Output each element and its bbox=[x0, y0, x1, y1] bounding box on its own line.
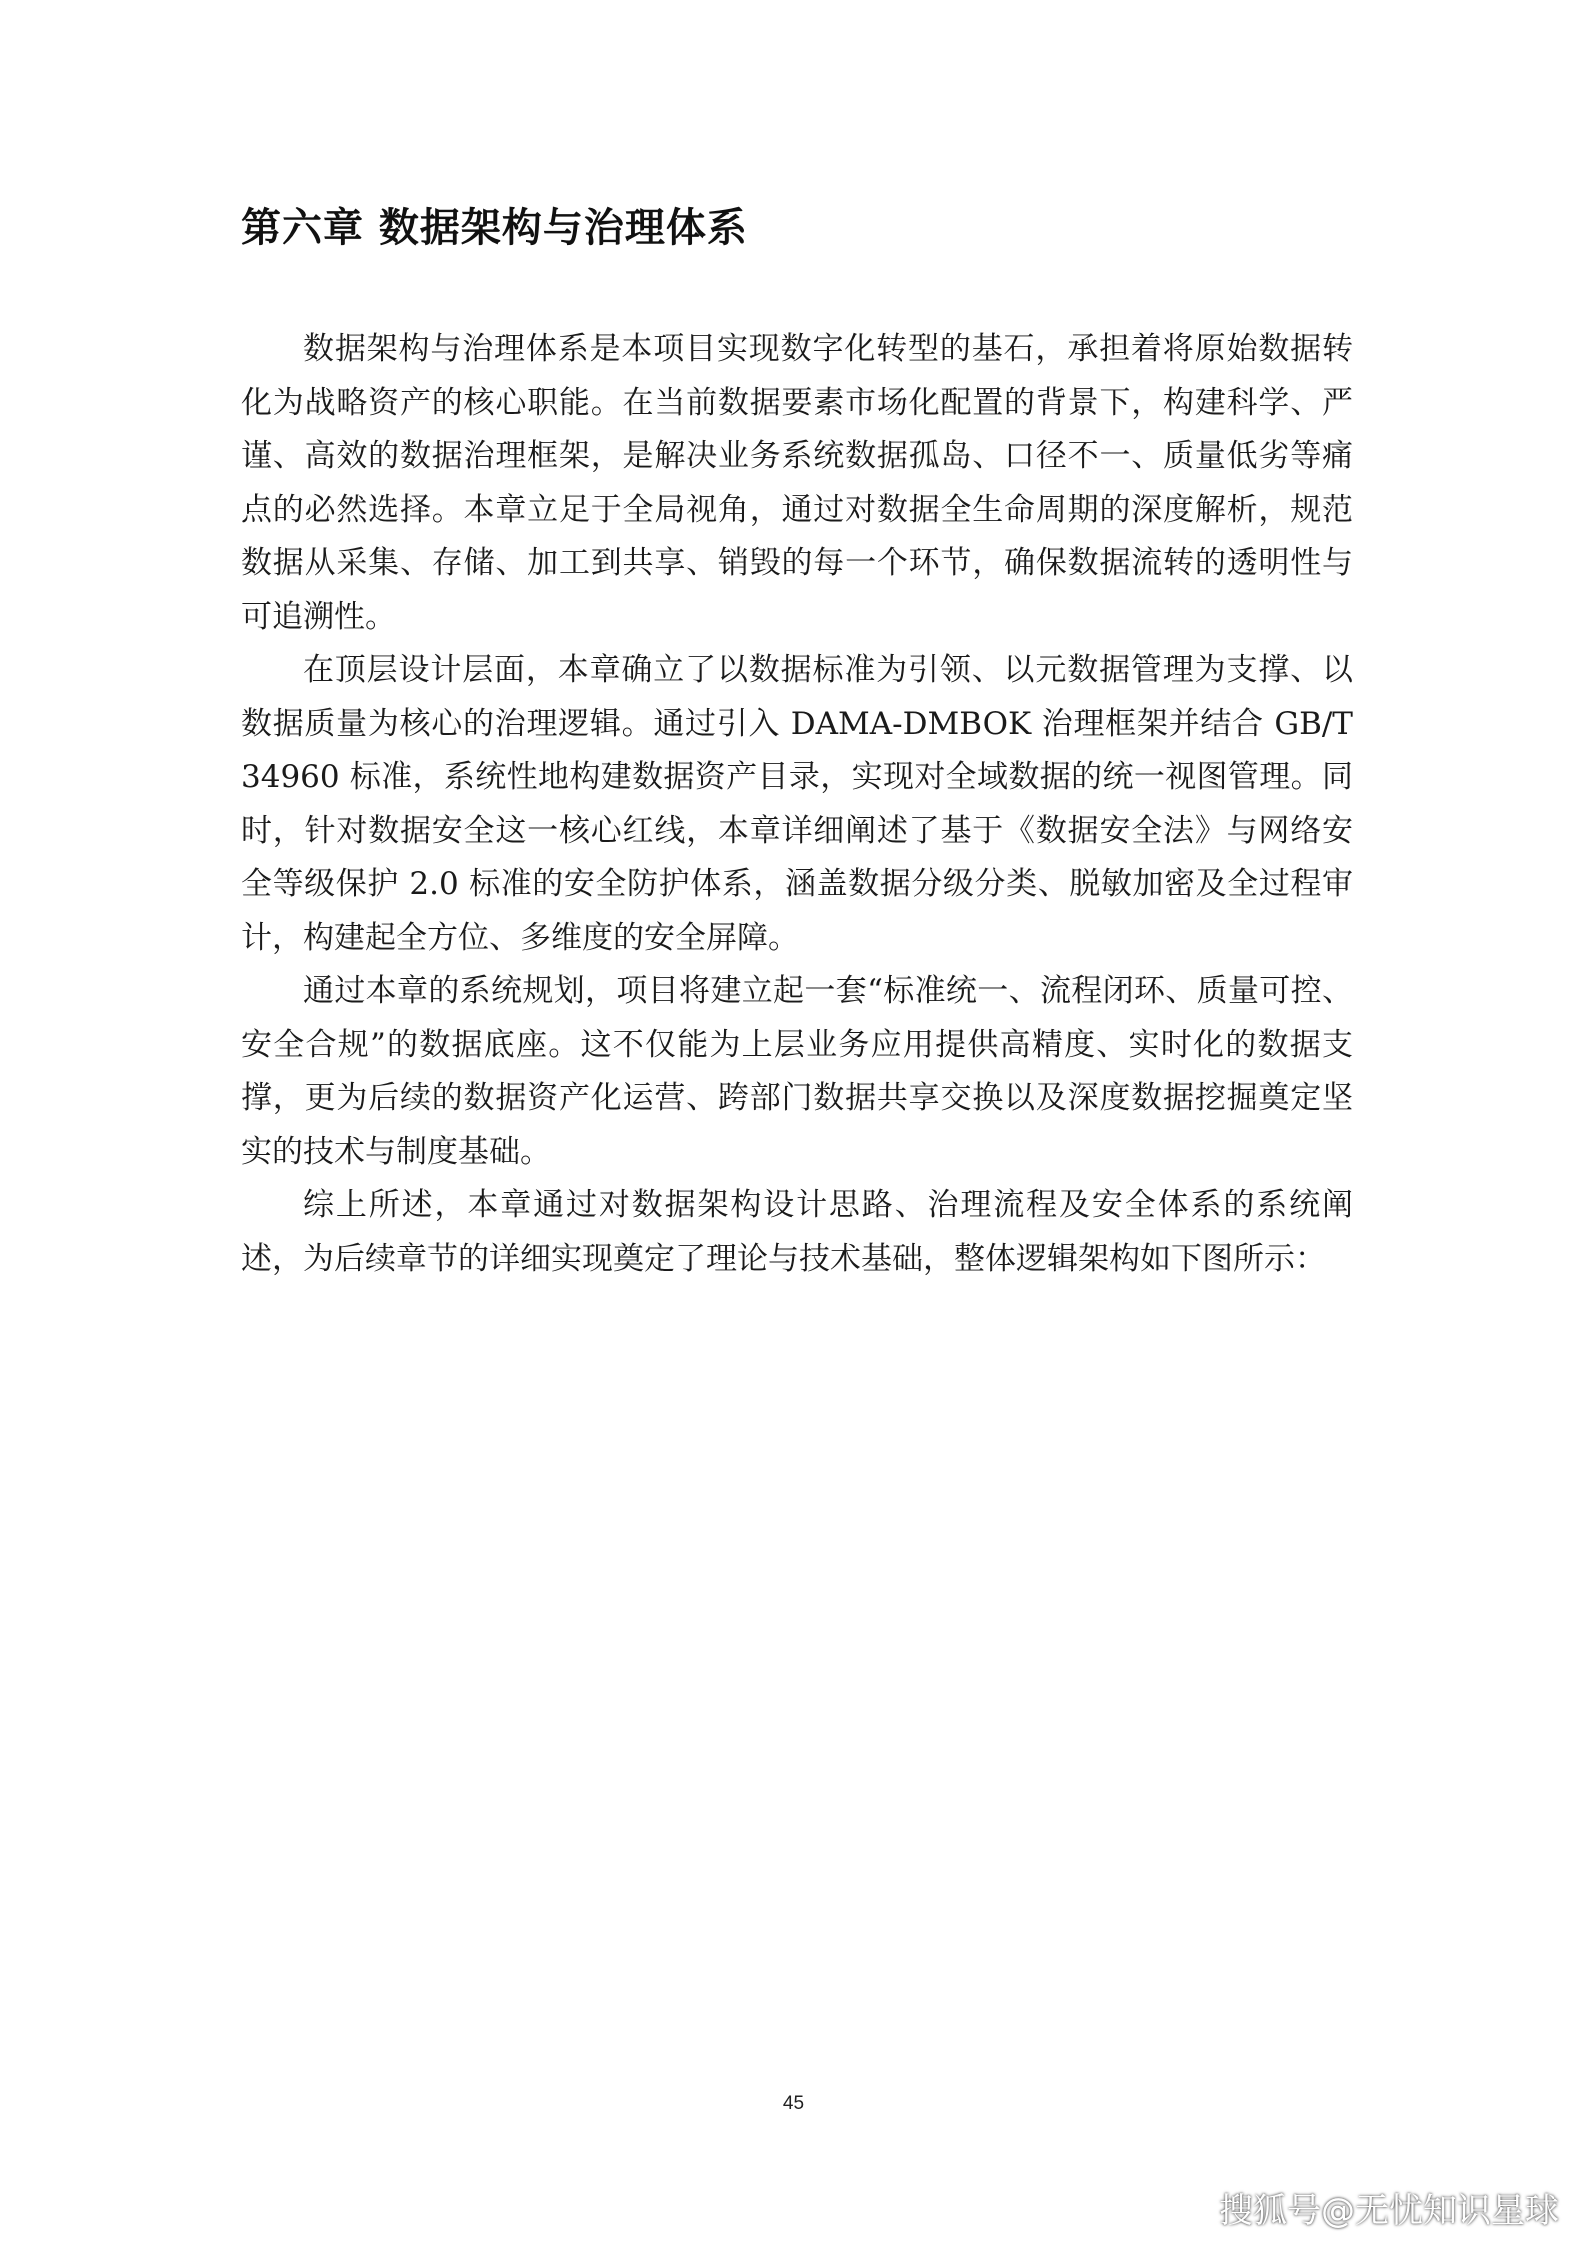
paragraph-3: 通过本章的系统规划，项目将建立起一套“标准统一、流程闭环、质量可控、安全合规”的数据底座。这不仅能为上层业务应用提供高精度、实时化的数据支撑，更为后续的数据资产化运营、跨部门数据共享交换以及深度数据挖掘奠定坚实的技术与制度基础。 bbox=[241, 973, 1353, 1170]
body-text bbox=[241, 323, 1353, 1286]
paragraph-1: 数据架构与治理体系是本项目实现数字化转型的基石，承担着将原始数据转化为战略资产的核心职能。在当前数据要素市场化配置的背景下，构建科学、严谨、高效的数据治理框架，是解决业务系统数据孤岛、口径不一、质量低劣等痛点的必然选择。本章立足于全局视角，通过对数据全生命周期的深度解析，规范数据从采集、存储、加工到共享、销毁的每一个环节，确保数据流转的透明性与可追溯性。 bbox=[241, 331, 1353, 635]
page-number: 45 bbox=[782, 2093, 805, 2114]
watermark-text: 搜狐号@无忧知识星球 bbox=[1219, 2191, 1559, 2231]
chapter-title: 第六章 数据架构与治理体系 bbox=[241, 205, 748, 251]
paragraph-2: 在顶层设计层面，本章确立了以数据标准为引领、以元数据管理为支撑、以数据质量为核心的治理逻辑。通过引入 DAMA-DMBOK 治理框架并结合 GB/T 34960 标准，系统性地构建数据资产目录，实现对全域数据的统一视图管理。同时，针对数据安全这一核心红线，本章详细阐述了基于《数据安全法》与网络安全等级保护 2.0 标准的安全防护体系，涵盖数据分级分类、脱敏加密及全过程审计，构建起全方位、多维度的安全屏障。 bbox=[241, 652, 1353, 956]
paragraph-4: 综上所述，本章通过对数据架构设计思路、治理流程及安全体系的系统阐述，为后续章节的详细实现奠定了理论与技术基础，整体逻辑架构如下图所示： bbox=[241, 1187, 1353, 1277]
